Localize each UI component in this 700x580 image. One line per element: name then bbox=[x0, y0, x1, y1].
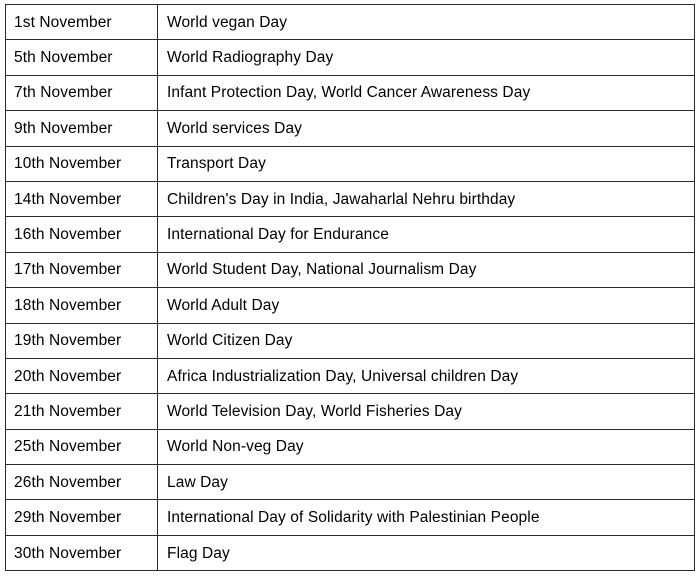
table-row bbox=[6, 40, 695, 75]
event-cell: Transport Day bbox=[158, 146, 695, 181]
date-cell: 16th November bbox=[6, 217, 158, 252]
table-row bbox=[6, 358, 695, 393]
date-cell: 5th November bbox=[6, 40, 158, 75]
table-row bbox=[6, 75, 695, 110]
date-cell: 18th November bbox=[6, 288, 158, 323]
table-row bbox=[6, 181, 695, 216]
date-cell: 25th November bbox=[6, 429, 158, 464]
table-row bbox=[6, 217, 695, 252]
table-row bbox=[6, 5, 695, 40]
table-row bbox=[6, 252, 695, 287]
table-row bbox=[6, 288, 695, 323]
date-cell: 19th November bbox=[6, 323, 158, 358]
date-cell: 26th November bbox=[6, 465, 158, 500]
event-cell: Infant Protection Day, World Cancer Awareness Day bbox=[158, 75, 695, 110]
date-cell: 20th November bbox=[6, 358, 158, 393]
event-cell: International Day of Solidarity with Palestinian People bbox=[158, 500, 695, 535]
event-cell: Children's Day in India, Jawaharlal Nehru birthday bbox=[158, 181, 695, 216]
table-row bbox=[6, 323, 695, 358]
table-row bbox=[6, 535, 695, 570]
event-cell: World Adult Day bbox=[158, 288, 695, 323]
event-cell: Africa Industrialization Day, Universal children Day bbox=[158, 358, 695, 393]
date-cell: 14th November bbox=[6, 181, 158, 216]
date-cell: 1st November bbox=[6, 5, 158, 40]
table-row bbox=[6, 500, 695, 535]
date-cell: 17th November bbox=[6, 252, 158, 287]
event-cell: International Day for Endurance bbox=[158, 217, 695, 252]
event-cell: Law Day bbox=[158, 465, 695, 500]
event-cell: World Television Day, World Fisheries Day bbox=[158, 394, 695, 429]
event-cell: World Radiography Day bbox=[158, 40, 695, 75]
date-cell: 7th November bbox=[6, 75, 158, 110]
event-cell: World vegan Day bbox=[158, 5, 695, 40]
date-cell: 29th November bbox=[6, 500, 158, 535]
table-row bbox=[6, 465, 695, 500]
event-cell: World Non-veg Day bbox=[158, 429, 695, 464]
november-days-table bbox=[5, 4, 695, 571]
event-cell: World Citizen Day bbox=[158, 323, 695, 358]
event-cell: Flag Day bbox=[158, 535, 695, 570]
table-row bbox=[6, 111, 695, 146]
date-cell: 9th November bbox=[6, 111, 158, 146]
date-cell: 21th November bbox=[6, 394, 158, 429]
event-cell: World services Day bbox=[158, 111, 695, 146]
days-table-container bbox=[5, 4, 694, 571]
date-cell: 10th November bbox=[6, 146, 158, 181]
table-row bbox=[6, 394, 695, 429]
table-row bbox=[6, 429, 695, 464]
date-cell: 30th November bbox=[6, 535, 158, 570]
event-cell: World Student Day, National Journalism Day bbox=[158, 252, 695, 287]
table-body bbox=[6, 5, 695, 571]
table-row bbox=[6, 146, 695, 181]
